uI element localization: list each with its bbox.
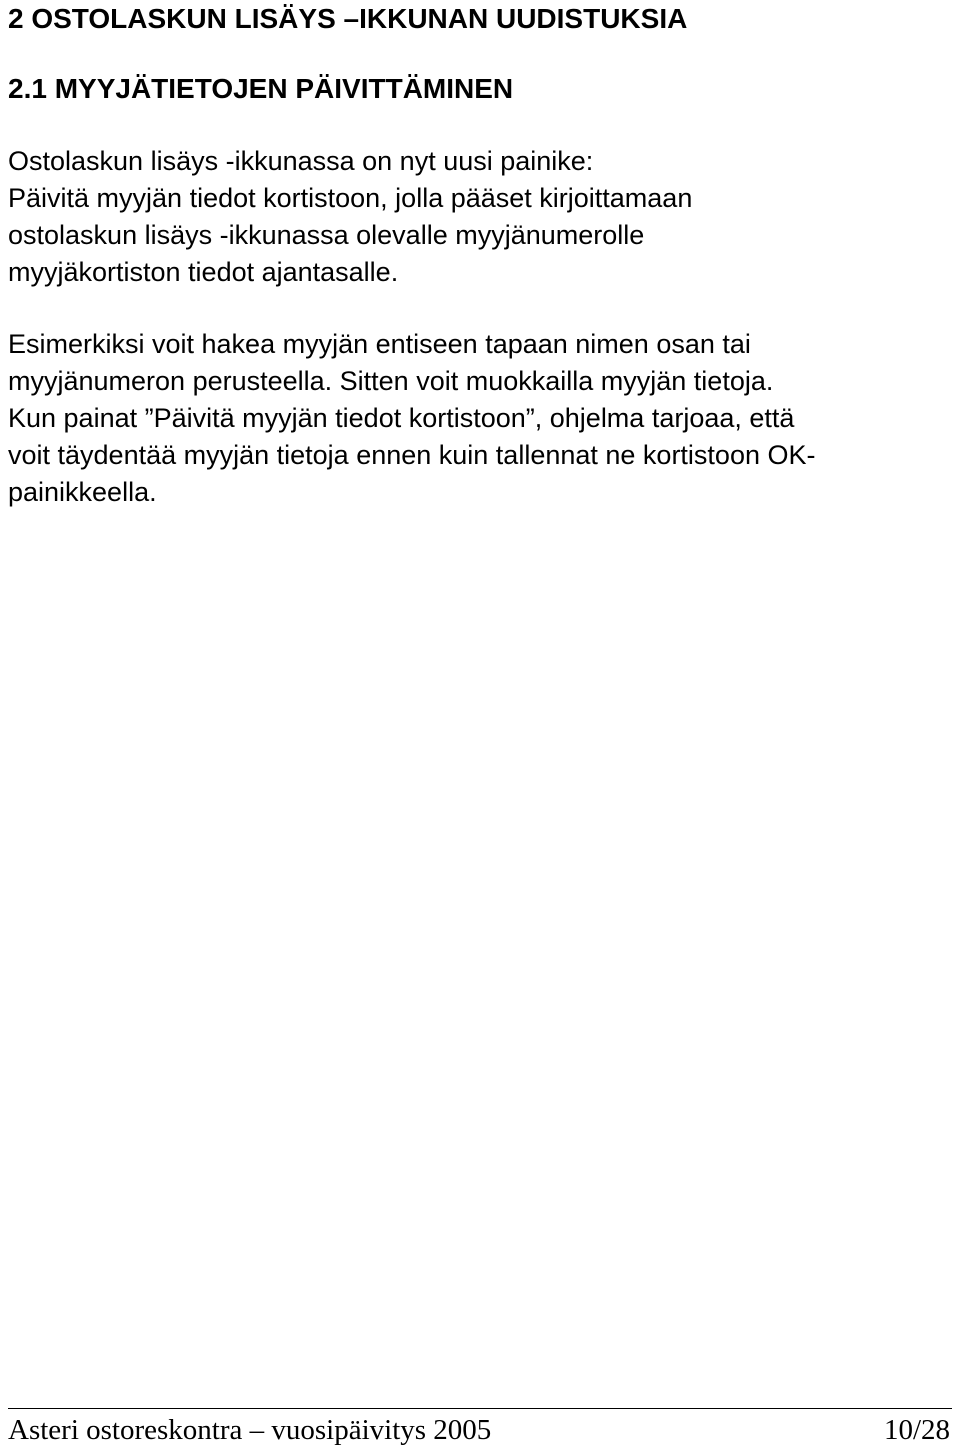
paragraph-line: Esimerkiksi voit hakea myyjän entiseen tapaan nimen osan tai <box>8 329 751 359</box>
paragraph-line: Päivitä myyjän tiedot kortistoon, jolla pääset kirjoittamaan <box>8 183 693 213</box>
paragraph-line: ostolaskun lisäys -ikkunassa olevalle myyjänumerolle <box>8 220 645 250</box>
paragraph-line: Kun painat ”Päivitä myyjän tiedot kortistoon”, ohjelma tarjoaa, että <box>8 403 795 433</box>
footer-title: Asteri ostoreskontra – vuosipäivitys 2005 <box>8 1414 492 1446</box>
paragraph-example <box>8 326 952 511</box>
paragraph-line: painikkeella. <box>8 477 157 507</box>
paragraph-line: Ostolaskun lisäys -ikkunassa on nyt uusi painike: <box>8 146 594 176</box>
paragraph-line: myyjäkortiston tiedot ajantasalle. <box>8 257 399 287</box>
document-page <box>8 0 952 1448</box>
paragraph-line: myyjänumeron perusteella. Sitten voit muokkailla myyjän tietoja. <box>8 366 774 396</box>
footer-divider <box>8 1408 952 1409</box>
section-heading: 2 OSTOLASKUN LISÄYS –IKKUNAN UUDISTUKSIA <box>8 3 688 34</box>
footer-page-number: 10/28 <box>883 1414 950 1446</box>
paragraph-new-button <box>8 143 952 291</box>
paragraph-line: voit täydentää myyjän tietoja ennen kuin tallennat ne kortistoon OK- <box>8 440 816 470</box>
subsection-heading: 2.1 MYYJÄTIETOJEN PÄIVITTÄMINEN <box>8 73 514 104</box>
